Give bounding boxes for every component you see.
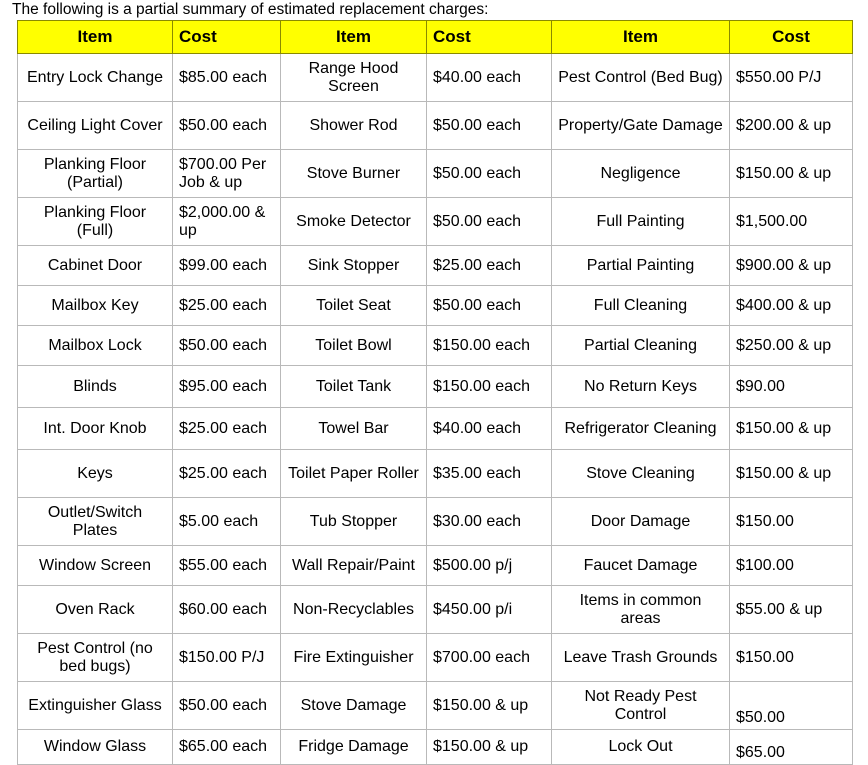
item-cell: Items in common areas [552,586,730,634]
item-cell: Partial Cleaning [552,326,730,366]
item-cell: Blinds [18,366,173,408]
table-row [18,246,853,286]
cost-cell: $40.00 each [427,54,552,102]
column-header-cost-1: Cost [173,21,281,54]
cost-cell: $150.00 & up [730,150,853,198]
cost-cell: $150.00 & up [730,450,853,498]
item-cell: Smoke Detector [281,198,427,246]
column-header-cost-3: Cost [730,21,853,54]
item-cell: Planking Floor (Partial) [18,150,173,198]
table-row [18,326,853,366]
table-row [18,150,853,198]
table-row [18,198,853,246]
item-cell: Wall Repair/Paint [281,546,427,586]
table-row [18,102,853,150]
item-cell: Towel Bar [281,408,427,450]
item-cell: Full Cleaning [552,286,730,326]
item-cell: Lock Out [552,730,730,765]
item-cell: Property/Gate Damage [552,102,730,150]
table-row [18,408,853,450]
item-cell: Door Damage [552,498,730,546]
item-cell: Extinguisher Glass [18,682,173,730]
cost-cell: $250.00 & up [730,326,853,366]
item-cell: Partial Painting [552,246,730,286]
table-row [18,286,853,326]
cost-cell: $99.00 each [173,246,281,286]
item-cell: Toilet Bowl [281,326,427,366]
table-row [18,546,853,586]
item-cell: Window Glass [18,730,173,765]
item-cell: Negligence [552,150,730,198]
cost-cell: $5.00 each [173,498,281,546]
table-row [18,450,853,498]
page-caption: The following is a partial summary of estimated replacement charges: [12,1,489,18]
cost-cell: $85.00 each [173,54,281,102]
cost-cell: $90.00 [730,366,853,408]
item-cell: Window Screen [18,546,173,586]
item-cell: Oven Rack [18,586,173,634]
cost-cell: $65.00 [730,730,853,765]
table-row [18,366,853,408]
item-cell: Shower Rod [281,102,427,150]
column-header-cost-2: Cost [427,21,552,54]
table-row [18,634,853,682]
item-cell: Fire Extinguisher [281,634,427,682]
cost-cell: $25.00 each [173,450,281,498]
cost-cell: $550.00 P/J [730,54,853,102]
column-header-item-1: Item [18,21,173,54]
item-cell: Planking Floor (Full) [18,198,173,246]
table-row [18,54,853,102]
cost-cell: $150.00 each [427,366,552,408]
table-row [18,586,853,634]
item-cell: Range Hood Screen [281,54,427,102]
cost-cell: $150.00 & up [427,730,552,765]
cost-cell: $60.00 each [173,586,281,634]
cost-cell: $150.00 [730,498,853,546]
cost-cell: $50.00 each [173,682,281,730]
cost-cell: $25.00 each [173,286,281,326]
cost-cell: $700.00 each [427,634,552,682]
item-cell: Toilet Tank [281,366,427,408]
item-cell: Keys [18,450,173,498]
item-cell: Non-Recyclables [281,586,427,634]
cost-cell: $150.00 & up [730,408,853,450]
item-cell: Mailbox Lock [18,326,173,366]
cost-cell: $700.00 Per Job & up [173,150,281,198]
cost-cell: $50.00 each [173,102,281,150]
item-cell: Not Ready Pest Control [552,682,730,730]
item-cell: Refrigerator Cleaning [552,408,730,450]
item-cell: Full Painting [552,198,730,246]
item-cell: Mailbox Key [18,286,173,326]
cost-cell: $55.00 each [173,546,281,586]
item-cell: Tub Stopper [281,498,427,546]
column-header-item-2: Item [281,21,427,54]
cost-cell: $55.00 & up [730,586,853,634]
cost-cell: $65.00 each [173,730,281,765]
cost-cell: $500.00 p/j [427,546,552,586]
cost-cell: $400.00 & up [730,286,853,326]
cost-cell: $30.00 each [427,498,552,546]
cost-cell: $95.00 each [173,366,281,408]
cost-cell: $100.00 [730,546,853,586]
cost-cell: $50.00 [730,682,853,730]
cost-cell: $200.00 & up [730,102,853,150]
item-cell: No Return Keys [552,366,730,408]
item-cell: Int. Door Knob [18,408,173,450]
item-cell: Entry Lock Change [18,54,173,102]
cost-cell: $50.00 each [427,198,552,246]
cost-cell: $150.00 [730,634,853,682]
cost-cell: $1,500.00 [730,198,853,246]
cost-cell: $2,000.00 & up [173,198,281,246]
item-cell: Stove Burner [281,150,427,198]
item-cell: Sink Stopper [281,246,427,286]
item-cell: Outlet/Switch Plates [18,498,173,546]
item-cell: Stove Damage [281,682,427,730]
cost-cell: $50.00 each [427,150,552,198]
cost-cell: $900.00 & up [730,246,853,286]
replacement-charges-table [17,20,853,765]
item-cell: Pest Control (Bed Bug) [552,54,730,102]
cost-cell: $150.00 each [427,326,552,366]
cost-cell: $50.00 each [173,326,281,366]
item-cell: Fridge Damage [281,730,427,765]
item-cell: Ceiling Light Cover [18,102,173,150]
table-row [18,498,853,546]
item-cell: Stove Cleaning [552,450,730,498]
cost-cell: $25.00 each [427,246,552,286]
table-row [18,730,853,765]
table-row [18,682,853,730]
item-cell: Faucet Damage [552,546,730,586]
item-cell: Leave Trash Grounds [552,634,730,682]
cost-cell: $50.00 each [427,102,552,150]
cost-cell: $35.00 each [427,450,552,498]
cost-cell: $450.00 p/i [427,586,552,634]
cost-cell: $40.00 each [427,408,552,450]
item-cell: Cabinet Door [18,246,173,286]
cost-cell: $50.00 each [427,286,552,326]
cost-cell: $150.00 P/J [173,634,281,682]
cost-cell: $25.00 each [173,408,281,450]
header-row [18,21,853,54]
item-cell: Pest Control (no bed bugs) [18,634,173,682]
cost-cell: $150.00 & up [427,682,552,730]
column-header-item-3: Item [552,21,730,54]
item-cell: Toilet Seat [281,286,427,326]
item-cell: Toilet Paper Roller [281,450,427,498]
